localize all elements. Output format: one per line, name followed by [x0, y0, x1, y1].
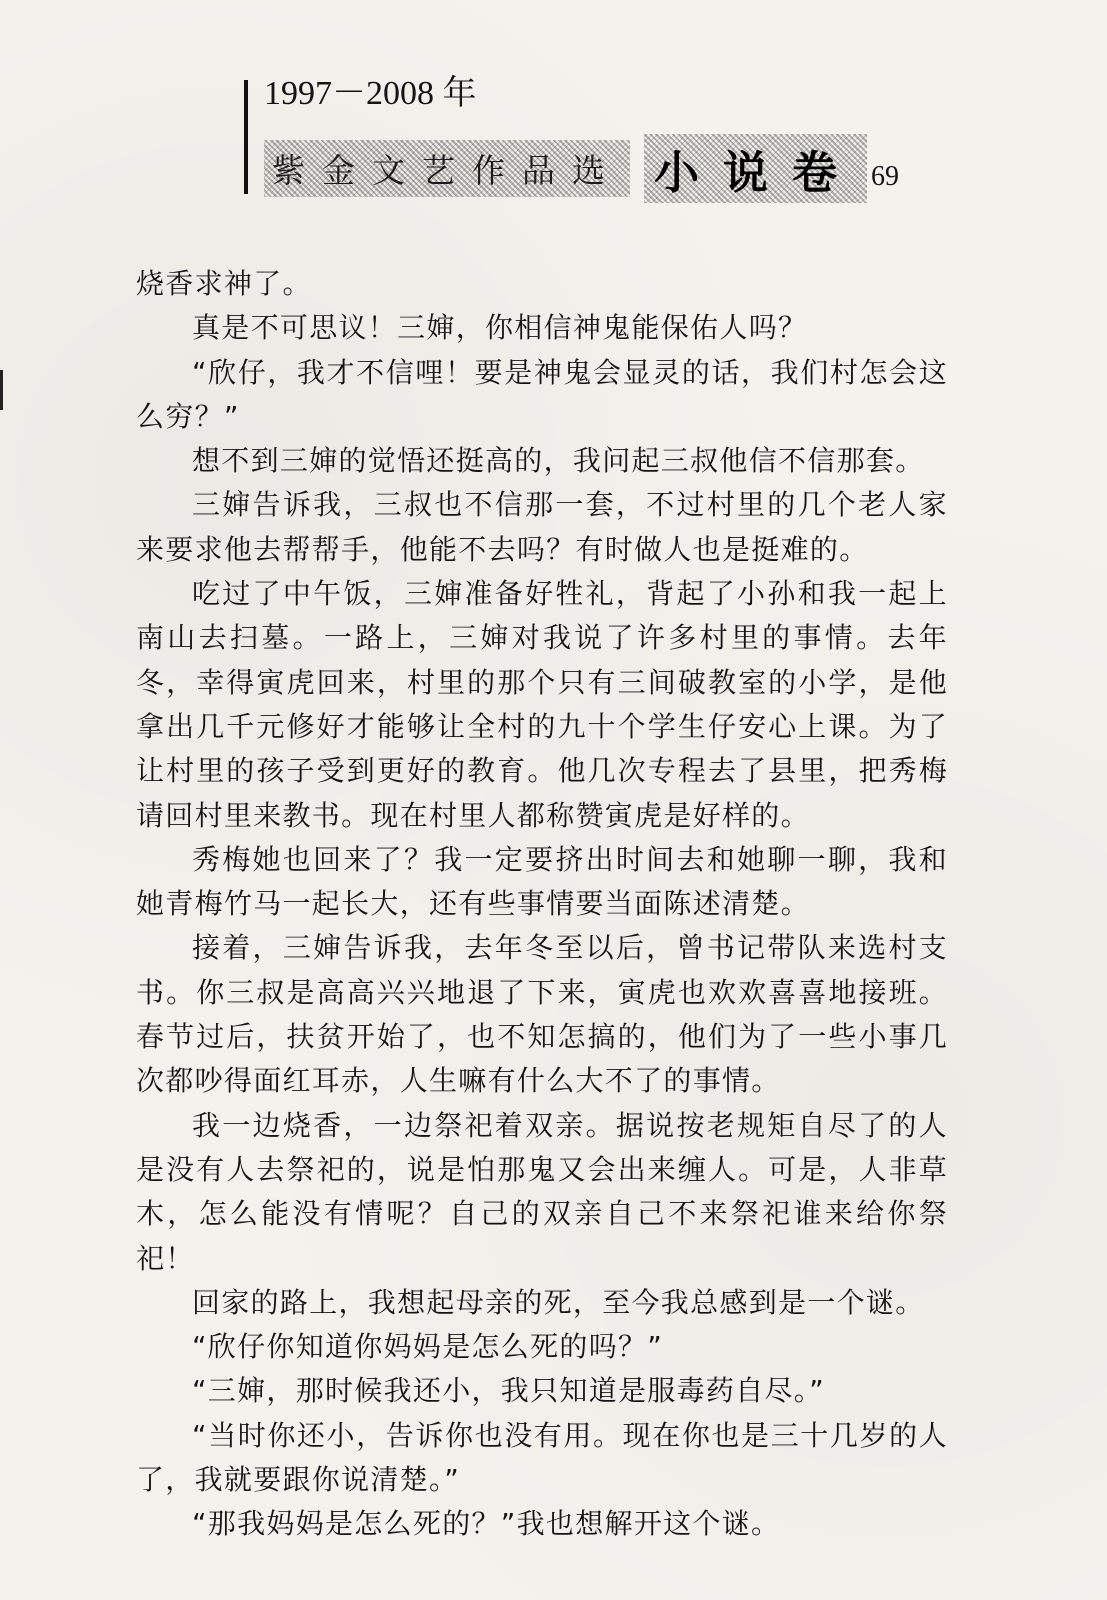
paragraph: “欣仔你知道你妈妈是怎么死的吗？”: [192, 1330, 664, 1364]
header-vertical-rule: [244, 80, 248, 194]
body-text: [136, 262, 948, 1547]
paragraph: “三婶，那时候我还小，我只知道是服毒药自尽。”: [192, 1374, 825, 1408]
running-header: [264, 140, 900, 199]
paragraph: 真是不可思议！三婶，你相信神鬼能保佑人吗？: [192, 311, 808, 345]
paragraph: “欣仔，我才不信哩！要是神鬼会显灵的话，我们村怎会这么穷？”: [136, 355, 948, 433]
paragraph: 想不到三婶的觉悟还挺高的，我问起三叔他信不信那套。: [192, 444, 925, 478]
paragraph: “当时你还小，告诉你也没有用。现在你也是三十几岁的人了，我就要跟你说清楚。”: [136, 1418, 948, 1497]
paragraph: 接着，三婶告诉我，去年冬至以后，曾书记带队来选村支书。你三叔是高高兴兴地退了下来，寅虎也欢欢喜喜地接班。春节过后，扶贫开始了，也不知怎搞的，他们为了一些小事几次都吵得面红耳赤，人生嘛有什么大不了的事情。: [136, 931, 948, 1098]
paragraph: 秀梅她也回来了？我一定要挤出时间去和她聊一聊，我和她青梅竹马一起长大，还有些事情要当面陈述清楚。: [136, 842, 948, 921]
paragraph: 烧香求神了。: [136, 267, 312, 300]
volume-title: 小说卷: [644, 134, 867, 203]
paragraph: 我一边烧香，一边祭祀着双亲。据说按老规矩自尽了的人是没有人去祭祀的，说是怕那鬼又会出来缠人。可是，人非草木，怎么能没有情呢？自己的双亲自己不来祭祀谁来给你祭祀！: [136, 1108, 948, 1275]
paragraph: “那我妈妈是怎么死的？”我也想解开这个谜。: [192, 1507, 781, 1541]
paragraph: 三婶告诉我，三叔也不信那一套，不过村里的几个老人家来要求他去帮帮手，他能不去吗？有时做人也是挺难的。: [136, 488, 948, 566]
paragraph: 回家的路上，我想起母亲的死，至今我总感到是一个谜。: [192, 1285, 925, 1319]
scan-edge-mark: [0, 370, 3, 410]
series-title: 紫金文艺作品选: [264, 140, 630, 197]
paragraph: 吃过了中午饭，三婶准备好牲礼，背起了小孙和我一起上南山去扫墓。一路上，三婶对我说了许多村里的事情。去年冬，幸得寅虎回来，村里的那个只有三间破教室的小学，是他拿出几千元修好才能够让全村的九十个学生仔安心上课。为了让村里的孩子受到更好的教育。他几次专程去了县里，把秀梅请回村里来教书。现在村里人都称赞寅虎是好样的。: [136, 577, 948, 832]
header-years: 1997－2008 年: [264, 75, 477, 112]
page-number: 69: [871, 161, 900, 192]
